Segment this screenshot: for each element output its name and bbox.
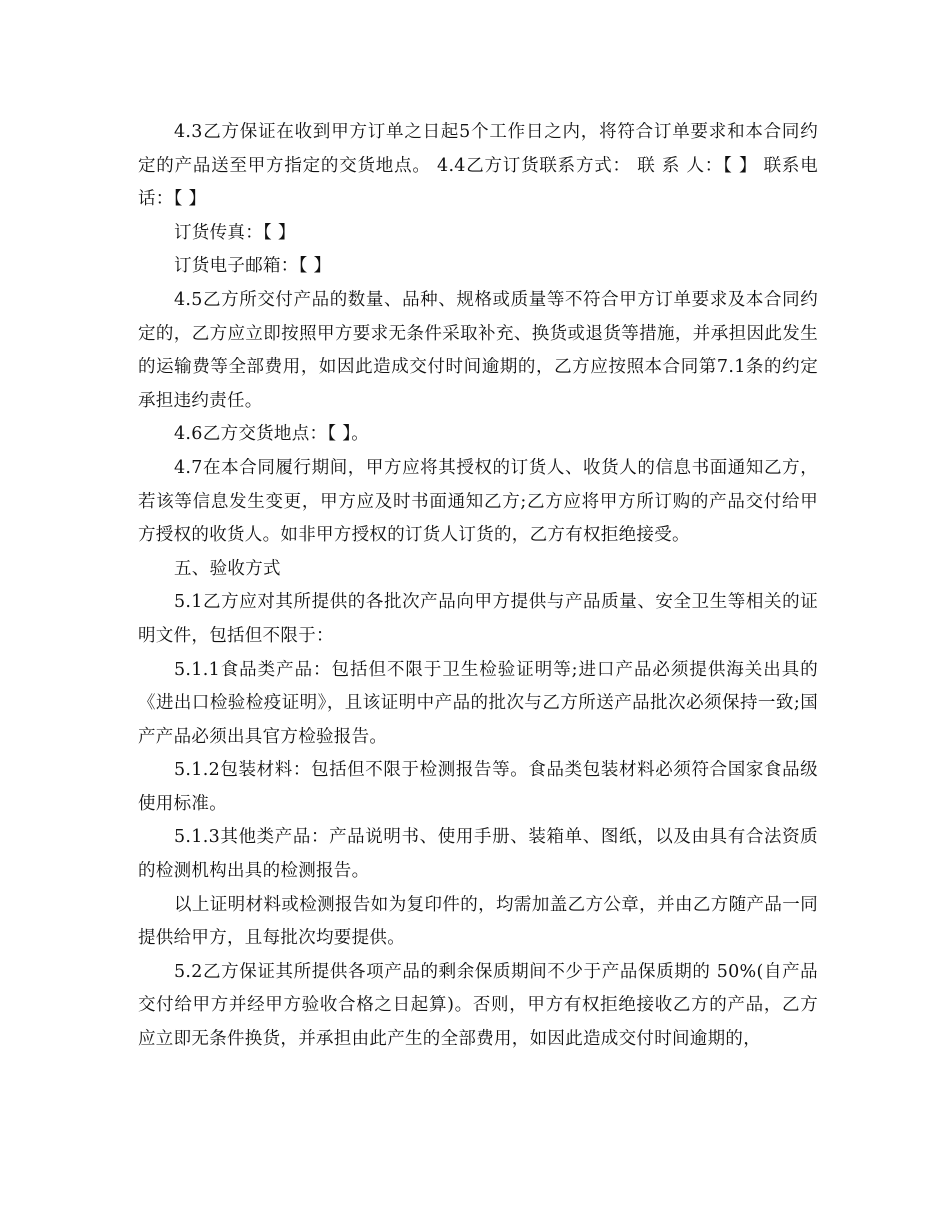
clause-5-1-2: 5.1.2包装材料：包括但不限于检测报告等。食品类包装材料必须符合国家食品级使用标准。 — [138, 760, 818, 814]
clause-4-7: 4.7在本合同履行期间，甲方应将其授权的订货人、收货人的信息书面通知乙方，若该等信息发生变更，甲方应及时书面通知乙方;乙方应将甲方所订购的产品交付给甲方授权的收货人。如非甲方授权的订货人订货的，乙方有权拒绝接受。 — [138, 457, 818, 546]
clause-5-1-3: 5.1.3其他类产品：产品说明书、使用手册、装箱单、图纸，以及由具有合法资质的检测机构出具的检测报告。 — [138, 827, 818, 882]
order-email-line: 订货电子邮箱：【 】 — [174, 256, 332, 277]
copies-requirement: 以上证明材料或检测报告如为复印件的，均需加盖乙方公章，并由乙方随产品一同提供给甲方，且每批次均要提供。 — [138, 894, 818, 949]
clause-4-5: 4.5乙方所交付产品的数量、品种、规格或质量等不符合甲方订单要求及本合同约定的，乙方应立即按照甲方要求无条件采取补充、换货或退货等措施，并承担因此发生的运输费等全部费用，如因此造成交付时间逾期的，乙方应按照本合同第7.1条的约定承担违约责任。 — [138, 289, 818, 411]
clause-5-1: 5.1乙方应对其所提供的各批次产品向甲方提供与产品质量、安全卫生等相关的证明文件，包括但不限于： — [138, 592, 818, 646]
clause-5-1-1: 5.1.1食品类产品：包括但不限于卫生检验证明等;进口产品必须提供海关出具的《进出口检验检疫证明》，且该证明中产品的批次与乙方所送产品批次必须保持一致;国产产品必须出具官方检验报告。 — [138, 659, 818, 747]
section-heading-acceptance: 五、验收方式 — [174, 558, 281, 579]
document-body — [138, 116, 818, 1057]
clause-4-3-4-4: 4.3乙方保证在收到甲方订单之日起5个工作日之内，将符合订单要求和本合同约定的产品送至甲方指定的交货地点。 4.4乙方订货联系方式： 联 系 人：【 】 联系电话：【 】 — [138, 122, 818, 210]
clause-5-2: 5.2乙方保证其所提供各项产品的剩余保质期间不少于产品保质期的 50%(自产品交付给甲方并经甲方验收合格之日起算)。否则，甲方有权拒绝接收乙方的产品，乙方应立即无条件换货，并承担由此产生的全部费用，如因此造成交付时间逾期的， — [138, 961, 818, 1050]
clause-4-6: 4.6乙方交货地点：【 】。 — [174, 424, 370, 445]
order-fax-line: 订货传真：【 】 — [174, 222, 296, 243]
